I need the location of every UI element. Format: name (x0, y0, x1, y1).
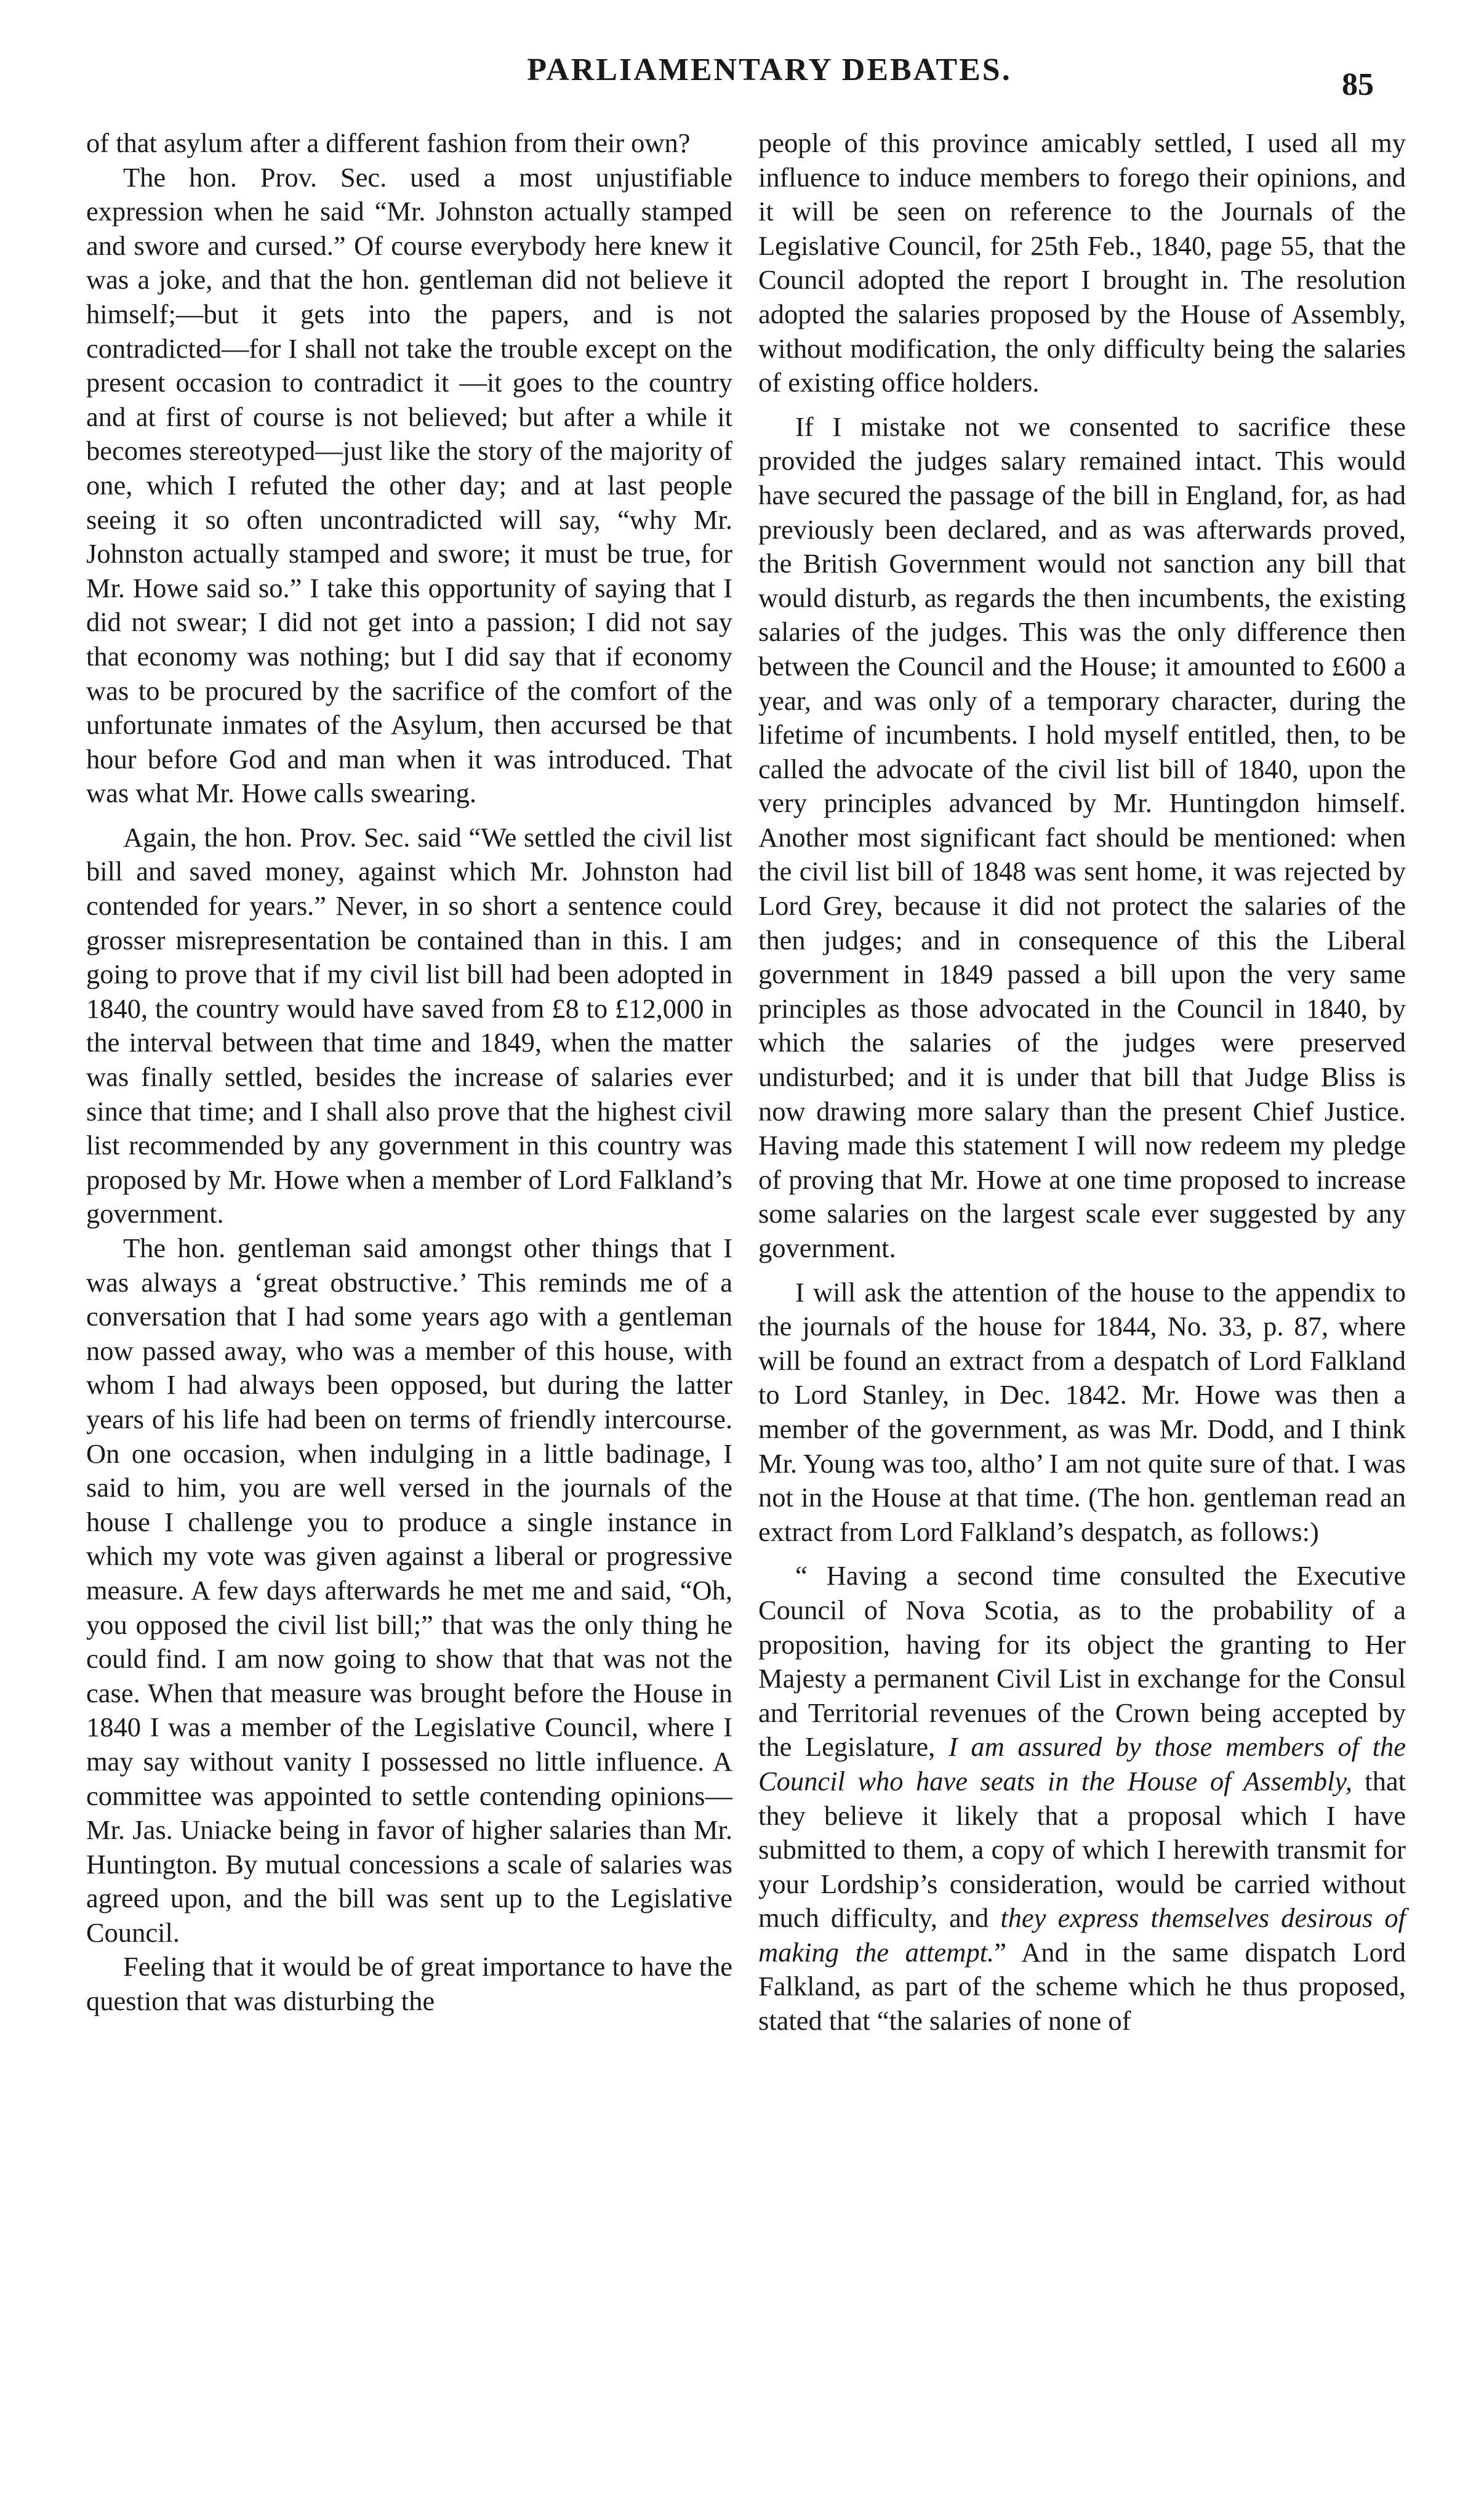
quotation-text: “ Having a second time consulted the Executive Council of Nova Scotia, as to the probability of a proposition, having for its object the granting to Her Majesty a permanent Civil List in exchange for the Consul and Territorial revenues of the Crown being accepted by the Legislature, (758, 1560, 1406, 1763)
page-header (0, 0, 1484, 117)
quotation-italic-text: they express themselves desirous of making the attempt. (758, 1902, 1406, 1968)
paragraph: people of this province amicably settled, I used all my influence to induce members to forego their opinions, and it will be seen on reference to the Journals of the Legislative Council, for 25th Feb., 1840, page 55, that the Council adopted the report I brought in. The resolution adopted the salaries proposed by the House of Assembly, without modification, the only difficulty being the salaries of existing office holders. (758, 127, 1406, 398)
paragraph: Again, the hon. Prov. Sec. said “We settled the civil list bill and saved money, against which Mr. Johnston had contended for years.” Never, in so short a sentence could grosser misrepresentation be contained than in this. I am going to prove that if my civil list bill had been adopted in 1840, the country would have saved from £8 to £12,000 in the interval between that time and 1849, when the matter was finally settled, besides the increase of salaries ever since that time; and I shall also prove that the highest civil list recommended by any government in this country was proposed by Mr. Howe when a member of Lord Falkland’s government. (86, 821, 732, 1229)
quotation-text: that they believe it likely that a proposal which I have submitted to them, a copy of which I herewith transmit for your Lordship’s consideration, would be carried without much difficulty, and (758, 1765, 1406, 1934)
paragraph: The hon. Prov. Sec. used a most unjustifiable expression when he said “Mr. Johnston actually stamped and swore and cursed.” Of course everybody here knew it was a joke, and that the hon. gentleman did not believe it himself;—but it gets into the papers, and is not contradicted—for I shall not take the trouble except on the present occasion to contradict it —it goes to the country and at first of course is not believed; but after a while it becomes stereotyped—just like the story of the majority of one, which I refuted the other day; and at last people seeing it so often uncontradicted will say, “why Mr. Johnston actually stamped and swore; it must be true, for Mr. Howe said so.” I take this opportunity of saying that I did not swear; I did not get into a passion; I did not say that economy was nothing; but I did say that if economy was to be procured by the sacrifice of the comfort of the unfortunate inmates of the Asylum, then accursed be that hour before God and man when it was introduced. That was what Mr. Howe calls swearing. (86, 161, 732, 809)
paragraph: The hon. gentleman said amongst other things that I was always a ‘great obstructive.’ This reminds me of a conversation that I had some years ago with a gentleman now passed away, who was a member of this house, with whom I had always been opposed, but during the latter years of his life had been on terms of friendly intercourse. On one occasion, when indulging in a little badinage, I said to him, you are well versed in the journals of the house I challenge you to produce a single instance in which my vote was given against a liberal or progressive measure. A few days afterwards he met me and said, “Oh, you opposed the civil list bill;” that was the only thing he could find. I am now going to show that that was not the case. When that measure was brought before the House in 1840 I was a member of the Legislative Council, where I may say without vanity I possessed no little influence. A committee was appointed to settle contending opinions—Mr. Jas. Uniacke being in favor of higher salaries than Mr. Huntington. By mutual concessions a scale of salaries was agreed upon, and the bill was sent up to the Legislative Council. (86, 1233, 732, 1948)
right-column (758, 126, 1406, 2038)
paragraph: Feeling that it would be of great importance to have the question that was disturbing the (86, 1951, 732, 2017)
paragraph: of that asylum after a different fashion from their own? (86, 127, 691, 158)
running-head: PARLIAMENTARY DEBATES. (527, 52, 1012, 87)
quotation-text: ” And in the same dispatch Lord Falkland, as part of the scheme which he thus proposed, stated that “the salaries of none of (758, 1936, 1406, 2037)
paragraph: If I mistake not we consented to sacrifice these provided the judges salary remained intact. This would have secured the passage of the bill in England, for, as had previously been declared, and as was afterwards proved, the British Government would not sanction any bill that would disturb, as regards the then incumbents, the existing salaries of the judges. This was the only difference then between the Council and the House; it amounted to £600 a year, and was only of a temporary character, during the lifetime of incumbents. I hold myself entitled, then, to be called the advocate of the civil list bill of 1840, upon the very principles advanced by Mr. Huntingdon himself. Another most significant fact should be mentioned: when the civil list bill of 1848 was sent home, it was rejected by Lord Grey, because it did not protect the salaries of the then judges; and in consequence of this the Liberal government in 1849 passed a bill upon the very same principles as those advocated in the Council in 1840, by which the salaries of the judges were preserved undisturbed; and it is under that bill that Judge Bliss is now drawing more salary than the present Chief Justice. Having made this statement I will now redeem my pledge of proving that Mr. Howe at one time proposed to increase some salaries on the largest scale ever suggested by any government. (758, 411, 1406, 1263)
page-number: 85 (1342, 67, 1374, 102)
quotation-italic-text: I am assured by those members of the Council who have seats in the House of Assembly, (758, 1731, 1406, 1796)
despatch-quotation (758, 1559, 1406, 2038)
paragraph: I will ask the attention of the house to the appendix to the journals of the house for 1844, No. 33, p. 87, where will be found an extract from a despatch of Lord Falkland to Lord Stanley, in Dec. 1842. Mr. Howe was then a member of the government, as was Mr. Dodd, and I think Mr. Young was too, altho’ I am not quite sure of that. I was not in the House at that time. (The hon. gentleman read an extract from Lord Falkland’s despatch, as follows:) (758, 1276, 1406, 1547)
left-column (86, 126, 732, 2019)
